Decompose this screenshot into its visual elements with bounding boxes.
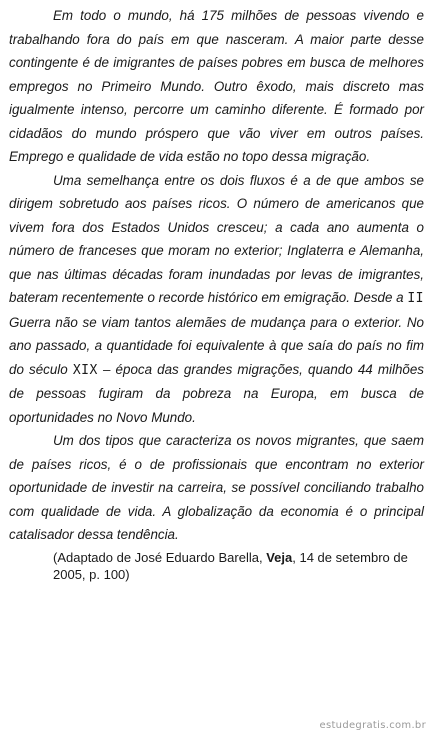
- source-prefix: (Adaptado de José Eduardo Barella,: [53, 549, 267, 565]
- site-watermark: estudegratis.com.br: [319, 720, 426, 731]
- paragraph-3: Um dos tipos que caracteriza os novos migrantes, que saem de países ricos, é o de profissionais que encontram no exterior oportunidade de investir na carreira, se possível conciliando trabalho com qualidade de vida. A globalização da economia é o principal catalisador dessa tendência.: [9, 433, 424, 542]
- paragraph-2: [9, 169, 424, 430]
- document-body: [9, 4, 424, 583]
- source-magazine: Veja: [266, 549, 293, 565]
- roman-numeral-ii: II: [407, 291, 424, 306]
- source-citation: [53, 549, 424, 583]
- roman-numeral-xix: XIX: [72, 362, 98, 378]
- paragraph-2-part-a: Uma semelhança entre os dois fluxos é a de que ambos se dirigem sobretudo aos países ricos. O número de americanos que vivem fora dos Estados Unidos cresceu; a cada ano aumenta o número de franceses que moram no exterior; Inglaterra e Alemanha, que nas últimas décadas foram inundadas por levas de imigrantes, bateram recentemente o recorde histórico em emigração. Desde a: [9, 172, 424, 305]
- paragraph-2-part-b: Guerra não se viam tantos alemães de mudança para o exterior. No ano passado, a quantidade foi equivalente à que saía do país no fim do século: [9, 314, 424, 377]
- source-suffix: , 14 de setembro de 2005, p. 100): [53, 549, 408, 582]
- paragraph-1: Em todo o mundo, há 175 milhões de pessoas vivendo e trabalhando fora do país em que nasceram. A maior parte desse contingente é de imigrantes de países pobres em busca de melhores empregos no Primeiro Mundo. Outro êxodo, mais discreto mas igualmente intenso, percorre um caminho diferente. É formado por cidadãos do mundo próspero que vão viver em outros países. Emprego e qualidade de vida estão no topo dessa migração.: [9, 8, 424, 164]
- paragraph-2-part-c: – época das grandes migrações, quando 44 milhões de pessoas fugiram da pobreza na Europa, em busca de oportunidades no Novo Mundo.: [9, 361, 424, 425]
